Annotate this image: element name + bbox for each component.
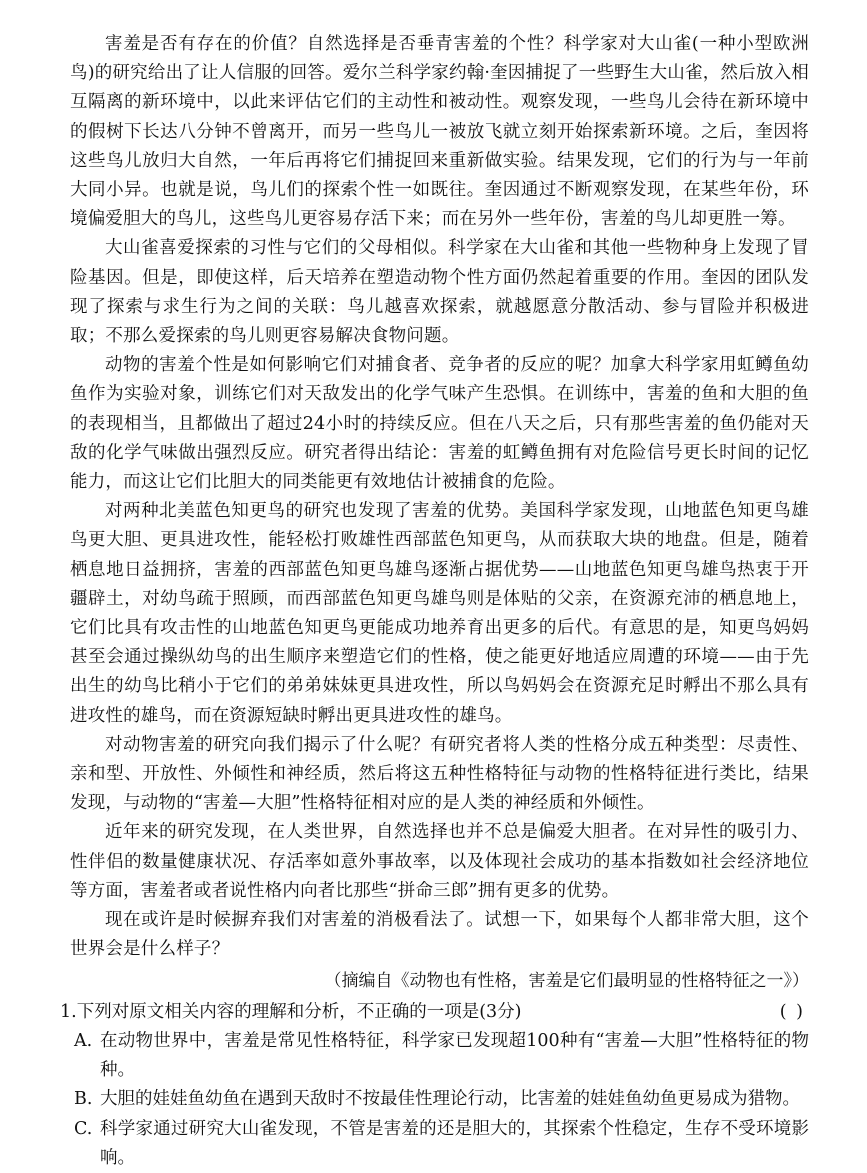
option-letter: B. <box>74 1089 93 1110</box>
option-letter: A. <box>74 1030 93 1051</box>
answer-blank: ( ) <box>779 1001 805 1022</box>
passage-paragraph-3: 动物的害羞个性是如何影响它们对捕食者、竞争者的反应的呢？加拿大科学家用虹鳟鱼幼鱼作为实验对象，训练它们对天敌发出的化学气味产生恐惧。在训练中，害羞的鱼和大胆的鱼的表现相当，且都做出了超过24小时的持续反应。但在八天之后，只有那些害羞的鱼仍能对天敌的化学气味做出强烈反应。研究者得出结论：害羞的虹鳟鱼拥有对危险信号更长时间的记忆能力，而这让它们比胆大的同类能更有效地估计被捕食的危险。 <box>70 355 809 493</box>
option-text: 科学家通过研究大山雀发现，不管是害羞的还是胆大的，其探索个性稳定，生存不受环境影响。 <box>100 1118 809 1168</box>
option-text: 大胆的娃娃鱼幼鱼在遇到天敌时不按最佳性理论行动，比害羞的娃娃鱼幼鱼更易成为猎物。 <box>100 1089 800 1110</box>
passage-paragraph-7: 现在或许是时候摒弃我们对害羞的消极看法了。试想一下，如果每个人都非常大胆，这个世界会是什么样子？ <box>70 910 809 960</box>
passage-paragraph-5: 对动物害羞的研究向我们揭示了什么呢？有研究者将人类的性格分成五种类型：尽责性、亲和型、开放性、外倾性和神经质，然后将这五种性格特征与动物的性格特征进行类比，结果发现，与动物的“害羞—大胆”性格特征相对应的是人类的神经质和外倾性。 <box>70 734 809 814</box>
option-text: 在动物世界中，害羞是常见性格特征，科学家已发现超100种有“害羞—大胆”性格特征的物种。 <box>100 1030 809 1081</box>
passage-paragraph-4: 对两种北美蓝色知更鸟的研究也发现了害羞的优势。美国科学家发现，山地蓝色知更鸟雄鸟更大胆、更具进攻性，能轻松打败雄性西部蓝色知更鸟，从而获取大块的地盘。但是，随着栖息地日益拥挤，害羞的西部蓝色知更鸟雄鸟逐渐占据优势——山地蓝色知更鸟雄鸟热衷于开疆辟土，对幼鸟疏于照顾，而西部蓝色知更鸟雄鸟则是体贴的父亲，在资源充沛的栖息地上，它们比具有攻击性的山地蓝色知更鸟更能成功地养育出更多的后代。有意思的是，知更鸟妈妈甚至会通过操纵幼鸟的出生顺序来塑造它们的性格，使之能更好地适应周遭的环境——由于先出生的幼鸟比稍小于它们的弟弟妹妹更具进攻性，所以鸟妈妈会在资源充足时孵出不那么具有进攻性的雄鸟，而在资源短缺时孵出更具进攻性的雄鸟。 <box>70 501 809 726</box>
option-letter: C. <box>74 1118 93 1139</box>
option-b <box>74 1085 809 1114</box>
reading-passage <box>70 30 809 996</box>
passage-paragraph-1: 害羞是否有存在的价值？自然选择是否垂青害羞的个性？科学家对大山雀(一种小型欧洲鸟)的研究给出了让人信服的回答。爱尔兰科学家约翰·奎因捕捉了一些野生大山雀，然后放入相互隔离的新环境中，以此来评估它们的主动性和被动性。观察发现，一些鸟儿会待在新环境中的假树下长达八分钟不曾离开，而另一些鸟儿一被放飞就立刻开始探索新环境。之后，奎因将这些鸟儿放归大自然，一年后再将它们捕捉回来重新做实验。结果发现，它们的行为与一年前大同小异。也就是说，鸟儿们的探索个性一如既往。奎因通过不断观察发现，在某些年份，环境偏爱胆大的鸟儿，这些鸟儿更容易存活下来；而在另外一些年份，害羞的鸟儿却更胜一筹。 <box>70 34 809 230</box>
question-1-stem <box>60 998 809 1027</box>
option-c <box>74 1115 809 1173</box>
passage-paragraph-6: 近年来的研究发现，在人类世界，自然选择也并不总是偏爱大胆者。在对异性的吸引力、性伴侣的数量健康状况、存活率如意外事故率，以及体现社会成功的基本指数如社会经济地位等方面，害羞者或者说性格内向者比那些“拼命三郎”拥有更多的优势。 <box>70 822 809 901</box>
passage-source: （摘编自《动物也有性格，害羞是它们最明显的性格特征之一》） <box>324 970 809 991</box>
passage-paragraph-2: 大山雀喜爱探索的习性与它们的父母相似。科学家在大山雀和其他一些物种身上发现了冒险基因。但是，即使这样，后天培养在塑造动物个性方面仍然起着重要的作用。奎因的团队发现了探索与求生行为之间的关联：鸟儿越喜欢探索，就越愿意分散活动、参与冒险并积极进取；不那么爱探索的鸟儿则更容易解决食物问题。 <box>70 238 809 347</box>
question-stem-text: 1.下列对原文相关内容的理解和分析，不正确的一项是(3分) <box>60 1001 522 1022</box>
option-a <box>74 1027 809 1085</box>
